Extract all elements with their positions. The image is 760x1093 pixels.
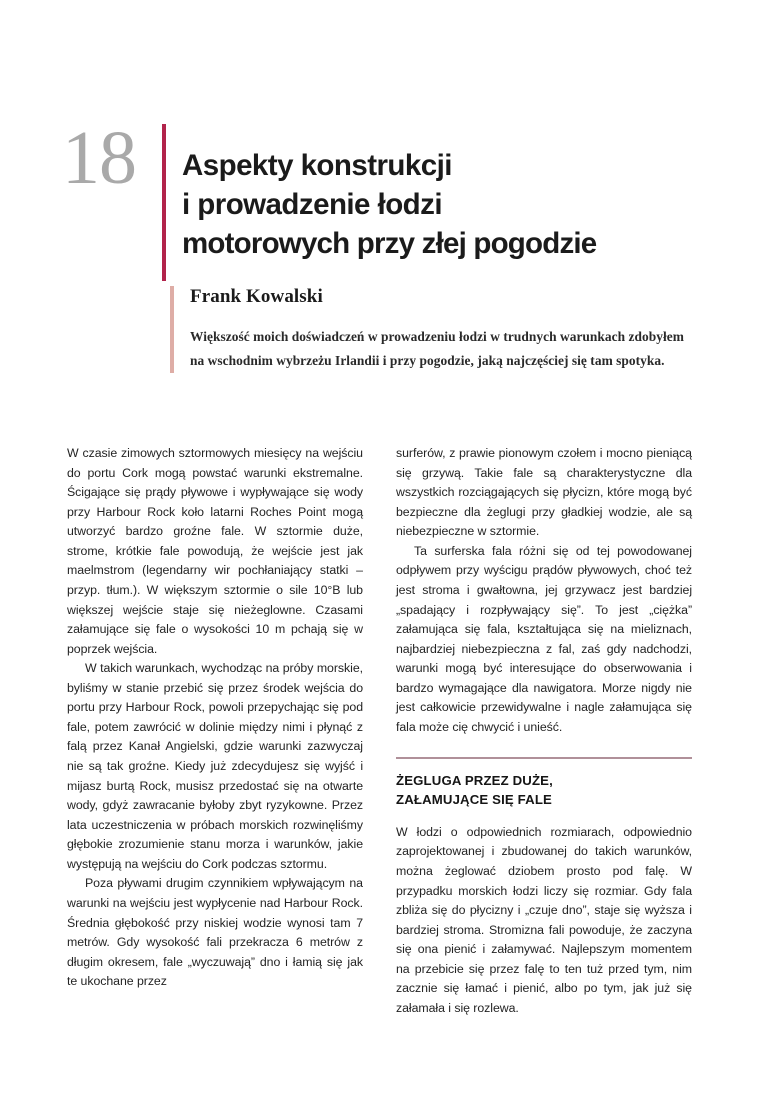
title-accent-rule	[162, 124, 166, 281]
paragraph: W takich warunkach, wychodząc na próby morskie, byliśmy w stanie przebić się przez środek wejścia do portu przy Harbour Rock, powoli przepychając się pod fale, potem zawrócić w dolinie między nimi i płynąć z falą przez Kanał Angielski, gdzie warunki zazwyczaj nie są tak groźne. Kiedy już zdecydujesz się wyjść i mijasz burtą Rock, musisz przedostać się na otwarte wody, gdyż zawracanie byłoby zbyt ryzykowne. Przez lata uczestniczenia w próbach morskich rozwinęliśmy głębokie zrozumienie stanu morza i warunków, jakie występują na wejściu do Cork podczas sztormu.	[67, 661, 363, 871]
section-heading	[396, 772, 692, 809]
chapter-abstract: Większość moich doświadczeń w prowadzeniu łodzi w trudnych warunkach zdobyłem na wschodnim wybrzeżu Irlandii i przy pogodzie, jaką najczęściej się tam spotyka.	[190, 328, 685, 368]
body-columns	[67, 444, 692, 1044]
chapter-header	[62, 116, 722, 283]
left-column	[67, 444, 363, 1044]
paragraph: surferów, z prawie pionowym czołem i mocno pieniącą się grzywą. Takie fale są charakterystyczne dla wszystkich rozciągających się płycizn, które mogą być bezpieczne dla żeglugi przy gładkiej wodzie, ale są niebezpieczne w sztormie.	[396, 446, 692, 539]
right-column	[396, 444, 692, 1044]
chapter-title	[182, 140, 596, 264]
byline-block	[170, 286, 715, 373]
paragraph: Ta surferska fala różni się od tej powodowanej odpływem przy wyścigu prądów pływowych, choć też jest stroma i gwałtowna, jej grzywacz jest bardziej „spadający i rozpływający się”. To jest „ciężka” załamująca się fala, kształtująca się na mieliznach, najbardziej niebezpieczna z fal, zaś gdy nadchodzi, warunki mogą być interesujące do obserwowania i bardzo wymagające dla nawigatora. Morze nigdy nie jest całkowicie przewidywalne i nagle załamująca się fala może cię chwycić i unieść.	[396, 543, 692, 734]
chapter-title-line-2: i prowadzenie łodzi	[182, 187, 442, 221]
paragraph: W łodzi o odpowiednich rozmiarach, odpowiednio zaprojektowanej i zbudowanej do takich warunków, można żeglować dziobem prosto pod falę. W przypadku morskich łodzi liczy się rozmiar. Gdy fala zbliża się do płycizny i „czuje dno”, staje się wyższa i bardziej stroma. Stromizna fali powoduje, że zaczyna się ona pienić i załamywać. Najlepszym momentem na przebicie się przez falę to ten tuż przed tym, nim zacznie się łamać i pienić, albo po tym, jak już się załamała i się rozlewa.	[396, 824, 692, 1015]
chapter-title-line-3: motorowych przy złej pogodzie	[182, 227, 597, 261]
chapter-title-line-1: Aspekty konstrukcji	[182, 148, 452, 182]
section-divider-rule	[396, 757, 692, 759]
chapter-number: 18	[62, 116, 136, 200]
section-heading-line-2: ZAŁAMUJĄCE SIĘ FALE	[396, 792, 552, 808]
byline-body	[190, 286, 715, 373]
paragraph: W czasie zimowych sztormowych miesięcy na wejściu do portu Cork mogą powstać warunki ekstremalne. Ścigające się prądy pływowe i wypływające się wody przy Harbour Rock koło latarni Roches Point mogą utworzyć bardzo groźne fale. W sztormie duże, strome, krótkie fale powodują, że wejście jest jak maelmstrom (legendarny wir pochłaniający statki – przyp. tłum.). W większym sztormie o sile 10°B lub większej wejście staje się nieżeglowne. Czasami załamujące się fale o wysokości 10 m pchają się w poprzek wejścia.	[67, 446, 363, 656]
paragraph: Poza pływami drugim czynnikiem wpływającym na warunki na wejściu jest wypłycenie nad Harbour Rock. Średnia głębokość przy niskiej wodzie wynosi tam 7 metrów. Gdy wysokość fali przekracza 6 metrów z długim okresem, fale „wyczuwają” dno i łamią się jak te ukochane przez	[67, 876, 363, 989]
author-name: Frank Kowalski	[190, 286, 323, 307]
byline-accent-rule	[170, 286, 174, 373]
section-heading-line-1: ŻEGLUGA PRZEZ DUŻE,	[396, 773, 553, 789]
